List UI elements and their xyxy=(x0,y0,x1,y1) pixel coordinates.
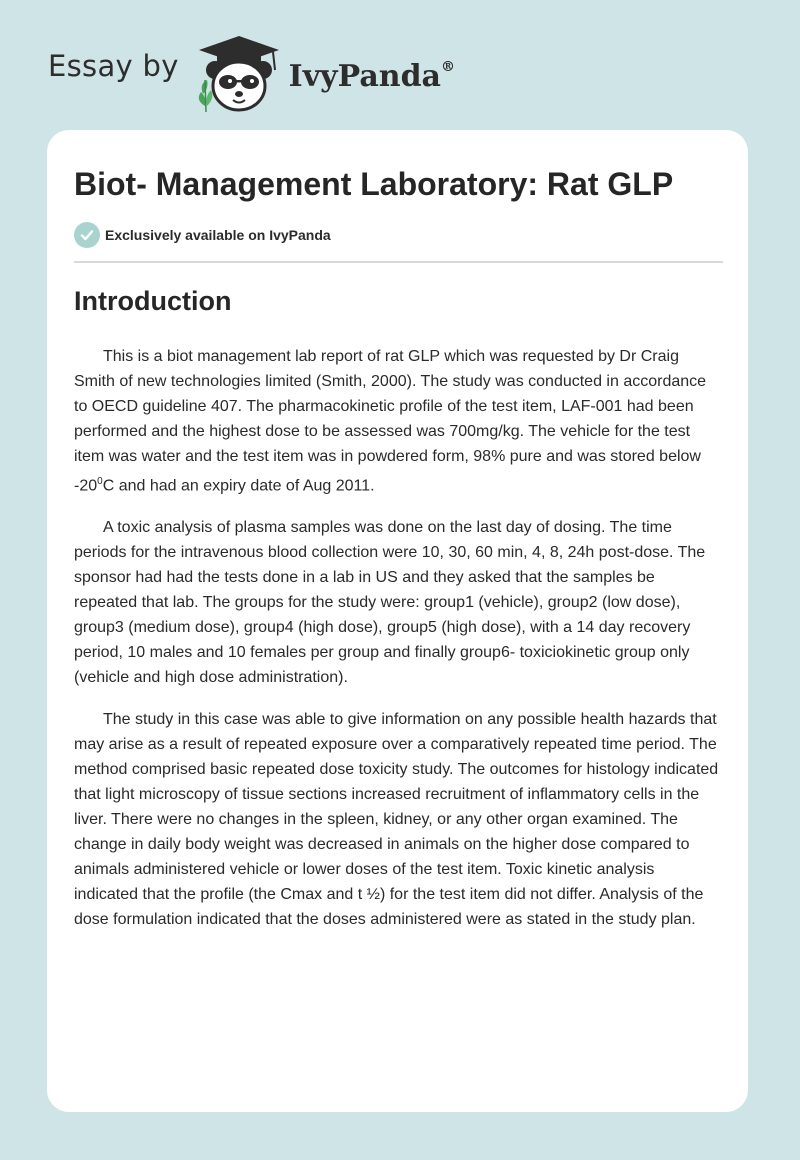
essay-card xyxy=(47,130,748,1112)
panda-logo-icon[interactable] xyxy=(193,34,285,114)
paragraph-text: C and had an expiry date of Aug 2011. xyxy=(102,477,375,495)
paragraph-text: This is a biot management lab report of rat GLP which was requested by Dr Craig Smith of new technologies limited (Smith, 2000). The study was conducted in accordance to OECD guideline 407. The pharmacokinetic profile of the test item, LAF-001 had been performed and the highest dose to be assessed was 700mg/kg. The vehicle for the test item was water and the test item was in powdered form, 98% pure and was stored below -20 xyxy=(74,348,707,495)
section-heading: Introduction xyxy=(74,286,232,316)
brand-name[interactable] xyxy=(289,59,455,94)
exclusive-badge-label: Exclusively available on IvyPanda xyxy=(105,227,331,243)
paragraph: The study in this case was able to give information on any possible health hazards that may arise as a result of repeated exposure over a comparatively repeated time period. The method comprised basic repeated dose toxicity study. The outcomes for histology indicated that light microscopy of tissue sections increased recruitment of inflammatory cells in the liver. There were no changes in the spleen, kidney, or any other organ examined. The change in daily body weight was decreased in animals on the higher dose compared to animals administered vehicle or lower doses of the test item. Toxic kinetic analysis indicated that the profile (the Cmax and t ½) for the test item did not differ. Analysis of the dose formulation indicated that the doses administered were as stated in the study plan. xyxy=(74,711,719,929)
exclusive-badge xyxy=(74,222,331,248)
essay-by-label: Essay by xyxy=(48,49,179,83)
divider xyxy=(74,261,723,263)
essay-title: Biot- Management Laboratory: Rat GLP xyxy=(74,166,674,202)
registered-mark: ® xyxy=(441,58,455,75)
degree-superscript: 0 xyxy=(97,476,103,487)
essay-body xyxy=(74,344,722,949)
paragraph xyxy=(74,344,722,498)
paragraph: A toxic analysis of plasma samples was done on the last day of dosing. The time periods for the intravenous blood collection were 10, 30, 60 min, 4, 8, 24h post-dose. The sponsor had had the tests done in a lab in US and they asked that the samples be repeated that lab. The groups for the study were: group1 (vehicle), group2 (low dose), group3 (medium dose), group4 (high dose), group5 (high dose), with a 14 day recovery period, 10 males and 10 females per group and finally group6- toxiciokinetic group only (vehicle and high dose administration). xyxy=(74,519,706,687)
site-header xyxy=(48,34,455,114)
checkmark-icon xyxy=(74,222,100,248)
brand-text: IvyPanda xyxy=(288,58,441,94)
